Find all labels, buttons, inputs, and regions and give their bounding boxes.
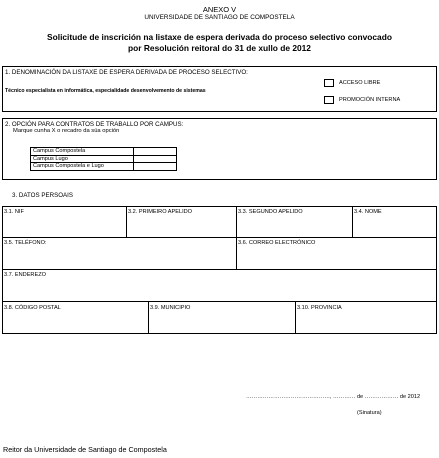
campus-compostela-lugo-mark[interactable]: [134, 163, 177, 171]
campus-row: [31, 148, 177, 156]
grid-divider: [148, 301, 149, 334]
grid-divider: [2, 269, 437, 270]
first-surname-field[interactable]: 3.2. PRIMEIRO APELIDO: [128, 209, 193, 215]
second-surname-field[interactable]: 3.3. SEGUNDO APELIDO: [238, 209, 303, 215]
campus-compostela-mark[interactable]: [134, 148, 177, 156]
province-field[interactable]: 3.10. PROVINCIA: [297, 305, 342, 311]
personal-data-grid: [2, 206, 437, 334]
campus-table: [30, 147, 177, 171]
campus-label: Campus Compostela: [31, 148, 134, 156]
campus-row: [31, 163, 177, 171]
form-title-line1: Solicitude de inscrición na listaxe de espera derivada do proceso selectivo convocado: [47, 32, 392, 42]
grid-divider: [236, 237, 237, 269]
section1-heading: 1. DENOMINACIÓN DA LISTAXE DE ESPERA DERIVADA DE PROCESO SELECTIVO:: [5, 69, 248, 76]
section2-instruction: Marque cunha X o recadro da súa opción: [13, 128, 120, 134]
promocion-interna-checkbox[interactable]: [324, 96, 334, 104]
campus-lugo-mark[interactable]: [134, 155, 177, 163]
campus-row: [31, 155, 177, 163]
grid-divider: [2, 237, 437, 238]
email-field[interactable]: 3.6. CORREO ELECTRÓNICO: [238, 240, 316, 246]
phone-field[interactable]: 3.5. TELÉFONO:: [4, 240, 47, 246]
addressee-text: Reitor da Universidade de Santiago de Compostela: [3, 445, 167, 454]
postal-code-field[interactable]: 3.8. CÓDIGO POSTAL: [4, 305, 61, 311]
signature-label: (Sinatura): [357, 410, 382, 416]
acceso-libre-label: ACCESO LIBRE: [339, 80, 381, 86]
name-field[interactable]: 3.4. NOME: [354, 209, 382, 215]
grid-divider: [126, 206, 127, 237]
nif-field[interactable]: 3.1. NIF: [4, 209, 24, 215]
section1-value: Técnico especialista en informática, especialidade desenvolvemento de sistemas: [5, 88, 206, 94]
grid-divider: [236, 206, 237, 237]
grid-divider: [295, 301, 296, 334]
annex-label: ANEXO V: [202, 5, 237, 14]
municipality-field[interactable]: 3.9. MUNICIPIO: [150, 305, 191, 311]
section2-heading: 2. OPCIÓN PARA CONTRATOS DE TRABALLO POR CAMPUS:: [5, 121, 184, 128]
promocion-interna-label: PROMOCIÓN INTERNA: [339, 97, 401, 103]
university-name: UNIVERSIDADE DE SANTIAGO DE COMPOSTELA: [144, 14, 295, 21]
section3-heading: 3. DATOS PERSOAIS: [12, 192, 73, 199]
grid-divider: [2, 301, 437, 302]
signature-date-line[interactable]: ………………………………………, ………… de ……………… de 2012: [246, 394, 421, 400]
form-title-line2: por Resolución reitoral do 31 de xullo de 2012: [128, 43, 311, 53]
grid-divider: [352, 206, 353, 237]
campus-label: Campus Compostela e Lugo: [31, 163, 134, 171]
campus-label: Campus Lugo: [31, 155, 134, 163]
address-field[interactable]: 3.7. ENDEREZO: [4, 272, 46, 278]
acceso-libre-checkbox[interactable]: [324, 79, 334, 87]
